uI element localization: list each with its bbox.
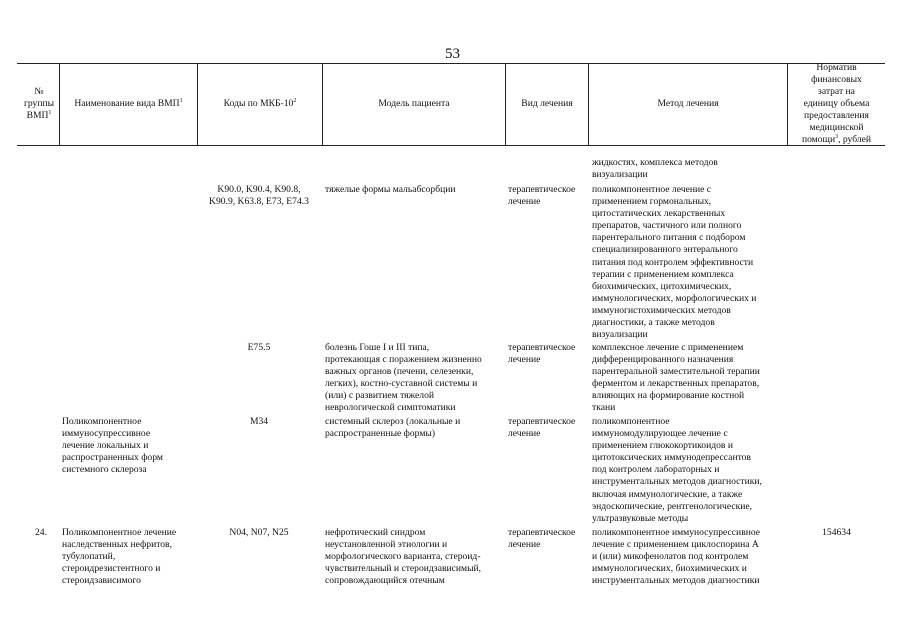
header-treatment-method: Метод лечения	[657, 97, 719, 109]
table-cell-name: Поликомпонентное иммуносупрессивное лечение локальных и распространенных форм системного склероза	[62, 416, 163, 476]
table-cell-method: комплексное лечение с применением дифференцированного назначения парентеральной заместительной терапии ферментом и лекарственных препаратов, влияющих на формирование костной ткани	[592, 342, 760, 414]
header-icd-codes: Коды по МКБ-$10^2$	[223, 97, 297, 109]
table-cell-cost-norm: 154634	[822, 527, 851, 538]
table-cell-model: нефротический синдром неустановленной этиологии и морфологического варианта, стероид- чувствительный и стероидзависимый, сопровождающийся отечным	[325, 527, 482, 587]
table-cell-method: поликомпонентное иммуномодулирующее лечение с применением глюкокортикоидов и цитотоксических иммунодепрессантов под контролем лабораторных и инструментальных методов диагностики, включая иммунологические, а также эндоскопические, рентгенологические, ультразвуковые методы	[592, 416, 762, 524]
header-patient-model: Модель пациента	[378, 97, 450, 109]
header-group-number: № группы ВМП$^1$	[23, 85, 55, 122]
header-vmp-name: Наименование вида ВМП$^1$	[74, 97, 183, 109]
header-treatment-type: Вид лечения	[521, 97, 573, 109]
table-cell-codes: N04, N07, N25	[229, 527, 289, 538]
table-cell-model: болезнь Гоше I и III типа, протекающая с поражением жизненно важных органов (печени, селезенки, легких), костно-суставной системы и (или) с развитием тяжелой неврологической симптоматики	[325, 342, 482, 414]
table-cell-codes: E75.5	[247, 342, 271, 353]
table-cell-name: Поликомпонентное лечение наследственных нефритов, тубулопатий, стероидрезистентного и стероидзависимого	[62, 527, 177, 587]
table-cell-type: терапевтическое лечение	[508, 184, 576, 208]
table-cell-type: терапевтическое лечение	[508, 342, 576, 366]
header-cost-norm: Норматив финансовых затрат на единицу объема предоставления медицинской помощи$^3$, рублей	[801, 61, 872, 146]
table-cell-type: терапевтическое лечение	[508, 527, 576, 551]
table-cell-method: поликомпонентное иммуносупрессивное лечение с применением циклоспорина А и (или) микофенолатов под контролем иммунологических, биохимических и инструментальных методов диагностики	[592, 527, 761, 587]
table-cell-codes: K90.0, K90.4, K90.8, K90.9, K63.8, E73, E74.3	[209, 184, 309, 208]
header-bottom-rule	[17, 145, 885, 146]
page-number: 53	[445, 46, 460, 62]
table-cell-model: системный склероз (локальные и распространенные формы)	[325, 416, 461, 440]
table-cell-method: поликомпонентное лечение с применением гормональных, цитостатических лекарственных препаратов, частичного или полного парентерального питания с подбором специализированного энтерального питания под контролем эффективности терапии с применением комплекса биохимических, цитохимических, иммунологических, морфологических и иммуногистохимических методов диагностики, а также методов визуализации	[592, 184, 757, 341]
table-cell-type: терапевтическое лечение	[508, 416, 576, 440]
table-cell-model: тяжелые формы мальабсорбции	[325, 184, 456, 195]
table-cell-method: жидкостях, комплекса методов визуализации	[592, 157, 718, 181]
table-cell-codes: M34	[249, 416, 269, 427]
table-cell-group-number: 24.	[35, 527, 47, 538]
